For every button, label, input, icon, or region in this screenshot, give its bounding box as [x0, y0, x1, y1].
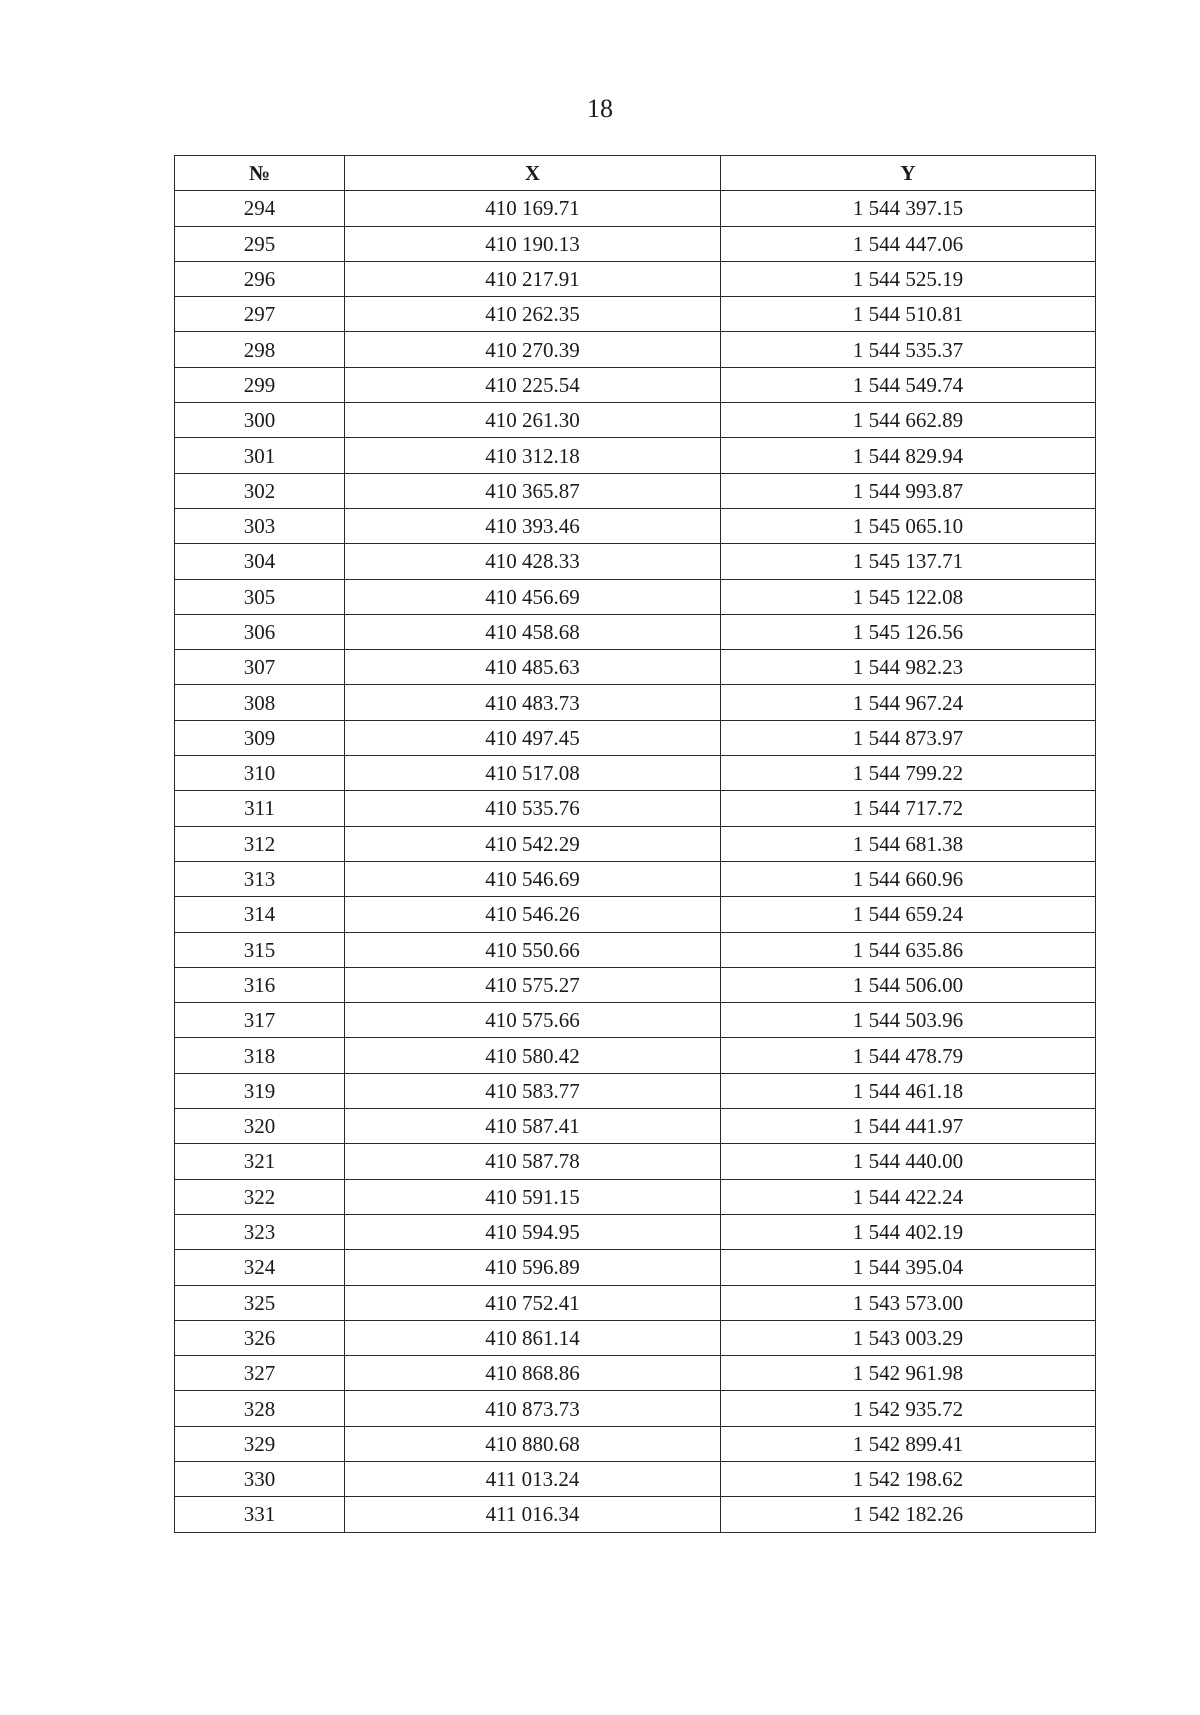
table-row: [175, 756, 1096, 791]
cell-x: 410 428.33: [345, 544, 721, 579]
header-x: X: [345, 156, 721, 191]
cell-number: 297: [175, 297, 345, 332]
table-row: [175, 1214, 1096, 1249]
table-row: [175, 226, 1096, 261]
cell-y: 1 542 899.41: [721, 1426, 1096, 1461]
table-row: [175, 1426, 1096, 1461]
table-row: [175, 1250, 1096, 1285]
header-number: №: [175, 156, 345, 191]
header-y: Y: [721, 156, 1096, 191]
table-row: [175, 1391, 1096, 1426]
cell-x: 410 596.89: [345, 1250, 721, 1285]
cell-x: 410 580.42: [345, 1038, 721, 1073]
table-row: [175, 932, 1096, 967]
table-row: [175, 508, 1096, 543]
table-row: [175, 614, 1096, 649]
page-number: 18: [587, 94, 613, 123]
cell-y: 1 544 395.04: [721, 1250, 1096, 1285]
cell-x: 410 542.29: [345, 826, 721, 861]
table-row: [175, 332, 1096, 367]
cell-y: 1 544 525.19: [721, 261, 1096, 296]
table-row: [175, 1497, 1096, 1532]
cell-number: 295: [175, 226, 345, 261]
cell-x: 411 013.24: [345, 1461, 721, 1496]
cell-x: 410 261.30: [345, 403, 721, 438]
table-row: [175, 720, 1096, 755]
cell-number: 314: [175, 897, 345, 932]
table-row: [175, 1320, 1096, 1355]
cell-y: 1 545 122.08: [721, 579, 1096, 614]
cell-x: 410 225.54: [345, 367, 721, 402]
cell-number: 324: [175, 1250, 345, 1285]
cell-number: 306: [175, 614, 345, 649]
table-row: [175, 897, 1096, 932]
table-header: [175, 156, 1096, 191]
cell-y: 1 544 829.94: [721, 438, 1096, 473]
cell-x: 410 880.68: [345, 1426, 721, 1461]
cell-number: 325: [175, 1285, 345, 1320]
cell-y: 1 544 873.97: [721, 720, 1096, 755]
cell-number: 298: [175, 332, 345, 367]
cell-number: 320: [175, 1109, 345, 1144]
cell-number: 309: [175, 720, 345, 755]
cell-number: 316: [175, 967, 345, 1002]
cell-number: 327: [175, 1356, 345, 1391]
cell-number: 296: [175, 261, 345, 296]
cell-number: 304: [175, 544, 345, 579]
cell-y: 1 545 137.71: [721, 544, 1096, 579]
cell-number: 301: [175, 438, 345, 473]
cell-number: 312: [175, 826, 345, 861]
cell-x: 410 868.86: [345, 1356, 721, 1391]
table-row: [175, 1038, 1096, 1073]
cell-y: 1 544 461.18: [721, 1073, 1096, 1108]
cell-number: 307: [175, 650, 345, 685]
table-row: [175, 1003, 1096, 1038]
cell-x: 410 485.63: [345, 650, 721, 685]
table-row: [175, 1356, 1096, 1391]
cell-y: 1 542 198.62: [721, 1461, 1096, 1496]
table-row: [175, 403, 1096, 438]
cell-x: 410 217.91: [345, 261, 721, 296]
cell-number: 300: [175, 403, 345, 438]
cell-y: 1 544 447.06: [721, 226, 1096, 261]
cell-number: 305: [175, 579, 345, 614]
cell-y: 1 544 993.87: [721, 473, 1096, 508]
cell-number: 308: [175, 685, 345, 720]
header-row: [175, 156, 1096, 191]
cell-number: 328: [175, 1391, 345, 1426]
table-row: [175, 1285, 1096, 1320]
cell-y: 1 543 573.00: [721, 1285, 1096, 1320]
table-row: [175, 1073, 1096, 1108]
cell-y: 1 544 681.38: [721, 826, 1096, 861]
cell-x: 410 575.27: [345, 967, 721, 1002]
cell-x: 410 517.08: [345, 756, 721, 791]
cell-number: 319: [175, 1073, 345, 1108]
cell-x: 410 483.73: [345, 685, 721, 720]
cell-y: 1 544 422.24: [721, 1179, 1096, 1214]
cell-x: 410 752.41: [345, 1285, 721, 1320]
cell-number: 313: [175, 861, 345, 896]
cell-x: 410 365.87: [345, 473, 721, 508]
cell-number: 299: [175, 367, 345, 402]
table-row: [175, 544, 1096, 579]
cell-y: 1 544 402.19: [721, 1214, 1096, 1249]
cell-number: 302: [175, 473, 345, 508]
cell-x: 410 583.77: [345, 1073, 721, 1108]
cell-number: 326: [175, 1320, 345, 1355]
cell-number: 323: [175, 1214, 345, 1249]
cell-y: 1 544 635.86: [721, 932, 1096, 967]
cell-y: 1 544 441.97: [721, 1109, 1096, 1144]
cell-y: 1 544 662.89: [721, 403, 1096, 438]
cell-number: 318: [175, 1038, 345, 1073]
cell-y: 1 542 961.98: [721, 1356, 1096, 1391]
cell-x: 410 458.68: [345, 614, 721, 649]
cell-x: 410 262.35: [345, 297, 721, 332]
cell-y: 1 544 478.79: [721, 1038, 1096, 1073]
cell-number: 311: [175, 791, 345, 826]
cell-x: 410 575.66: [345, 1003, 721, 1038]
cell-y: 1 543 003.29: [721, 1320, 1096, 1355]
cell-y: 1 545 065.10: [721, 508, 1096, 543]
table-row: [175, 861, 1096, 896]
cell-y: 1 544 397.15: [721, 191, 1096, 226]
table-row: [175, 261, 1096, 296]
cell-x: 410 393.46: [345, 508, 721, 543]
cell-x: 410 190.13: [345, 226, 721, 261]
cell-y: 1 544 799.22: [721, 756, 1096, 791]
table-row: [175, 191, 1096, 226]
cell-x: 411 016.34: [345, 1497, 721, 1532]
cell-x: 410 312.18: [345, 438, 721, 473]
coordinates-table: [174, 155, 1096, 1533]
cell-number: 321: [175, 1144, 345, 1179]
table-row: [175, 685, 1096, 720]
cell-y: 1 544 982.23: [721, 650, 1096, 685]
cell-x: 410 591.15: [345, 1179, 721, 1214]
table-row: [175, 650, 1096, 685]
table-row: [175, 1144, 1096, 1179]
table-row: [175, 473, 1096, 508]
cell-y: 1 544 503.96: [721, 1003, 1096, 1038]
cell-x: 410 594.95: [345, 1214, 721, 1249]
cell-x: 410 497.45: [345, 720, 721, 755]
cell-number: 322: [175, 1179, 345, 1214]
table-row: [175, 438, 1096, 473]
cell-number: 294: [175, 191, 345, 226]
table-row: [175, 1461, 1096, 1496]
table-row: [175, 579, 1096, 614]
cell-x: 410 270.39: [345, 332, 721, 367]
table-row: [175, 297, 1096, 332]
cell-y: 1 544 549.74: [721, 367, 1096, 402]
cell-y: 1 544 440.00: [721, 1144, 1096, 1179]
cell-number: 330: [175, 1461, 345, 1496]
table-row: [175, 367, 1096, 402]
table-row: [175, 1179, 1096, 1214]
table-row: [175, 967, 1096, 1002]
cell-x: 410 169.71: [345, 191, 721, 226]
table-row: [175, 791, 1096, 826]
cell-x: 410 550.66: [345, 932, 721, 967]
cell-y: 1 544 717.72: [721, 791, 1096, 826]
cell-number: 303: [175, 508, 345, 543]
cell-y: 1 544 535.37: [721, 332, 1096, 367]
cell-x: 410 456.69: [345, 579, 721, 614]
cell-number: 317: [175, 1003, 345, 1038]
cell-x: 410 546.69: [345, 861, 721, 896]
cell-x: 410 535.76: [345, 791, 721, 826]
cell-x: 410 873.73: [345, 1391, 721, 1426]
cell-x: 410 587.78: [345, 1144, 721, 1179]
cell-number: 331: [175, 1497, 345, 1532]
table-row: [175, 1109, 1096, 1144]
cell-y: 1 542 935.72: [721, 1391, 1096, 1426]
cell-x: 410 546.26: [345, 897, 721, 932]
cell-y: 1 544 659.24: [721, 897, 1096, 932]
cell-number: 329: [175, 1426, 345, 1461]
cell-y: 1 544 506.00: [721, 967, 1096, 1002]
cell-x: 410 587.41: [345, 1109, 721, 1144]
table-body: [175, 191, 1096, 1532]
cell-y: 1 544 967.24: [721, 685, 1096, 720]
cell-number: 315: [175, 932, 345, 967]
cell-y: 1 545 126.56: [721, 614, 1096, 649]
cell-y: 1 542 182.26: [721, 1497, 1096, 1532]
cell-x: 410 861.14: [345, 1320, 721, 1355]
cell-y: 1 544 510.81: [721, 297, 1096, 332]
cell-y: 1 544 660.96: [721, 861, 1096, 896]
cell-number: 310: [175, 756, 345, 791]
table-row: [175, 826, 1096, 861]
